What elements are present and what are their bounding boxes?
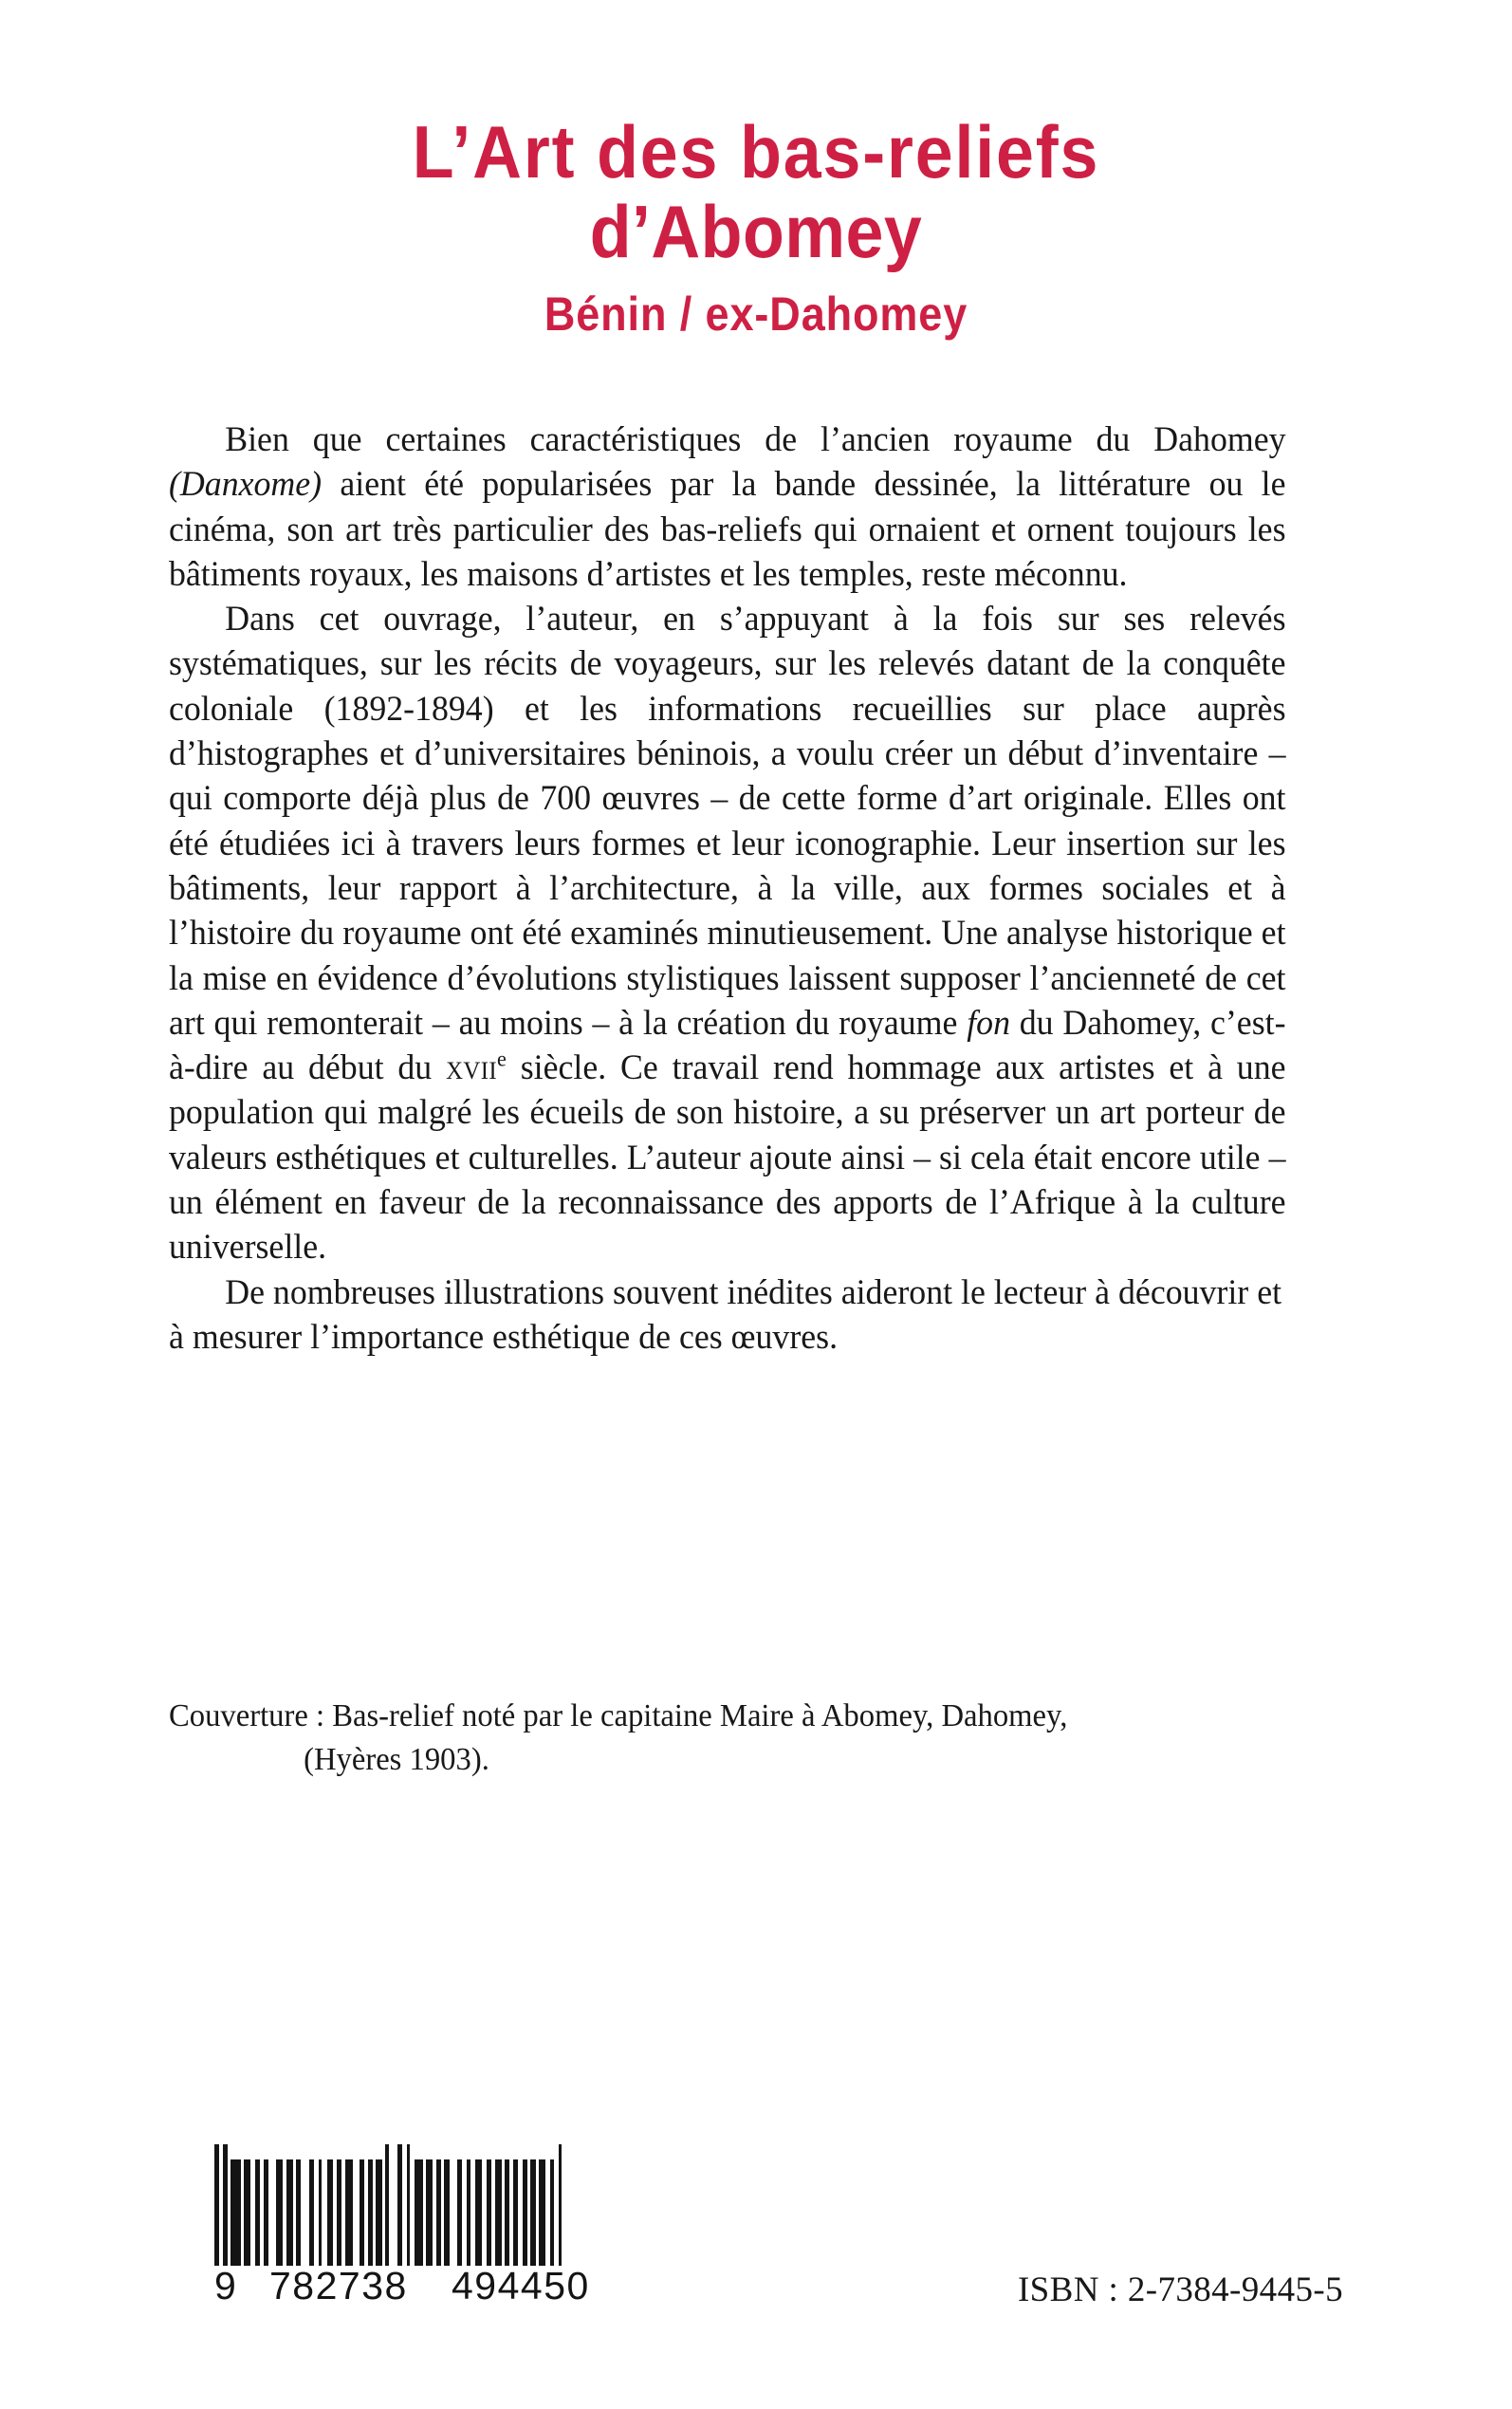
blurb-paragraph-2 xyxy=(169,597,1286,1269)
barcode-bar xyxy=(495,2159,502,2266)
barcode-bar xyxy=(450,2159,458,2266)
book-title-line-1: L’Art des bas-reliefs xyxy=(412,110,1100,194)
blurb-p2-text-a: Dans cet ouvrage, l’auteur, en s’appuyant à la fois sur ses relevés systématiques, sur les récits de voyageurs, sur les relevés datant de la conquête coloniale (1892-1894) et les informations recueillies sur place auprès d’histographes et d’universitaires béninois, a voulu créer un début d’inventaire – qui comporte déjà plus de 700 œuvres – de cette forme d’art originale. Elles ont été étudiées ici à travers leurs formes et leur iconographie. Leur insertion sur les bâtiments, leur rapport à l’architecture, à la ville, aux formes sociales et à l’histoire du royaume ont été examinés minutieusement. Une analyse historique et la mise en évidence d’évolutions stylistiques laissent supposer l’ancienneté de cet art qui remonterait – au moins – à la création du royaume xyxy=(169,600,1286,1043)
cover-credit xyxy=(169,1695,1292,1782)
blurb-p1-text-b: aient été popularisées par la bande dessinée, la littérature ou le cinéma, son art très particulier des bas-reliefs qui ornaient et ornent toujours les bâtiments royaux, les maisons d’artistes et les temples, reste méconnu. xyxy=(169,465,1286,594)
book-title xyxy=(61,110,1451,274)
blurb-p2-century-superscript: e xyxy=(497,1047,507,1072)
blurb-p1-italic-danxome: (Danxome) xyxy=(169,465,323,505)
isbn-text: ISBN : 2-7384-9445-5 xyxy=(1017,2270,1343,2309)
book-title-line-2: d’Abomey xyxy=(589,190,923,274)
barcode-bar xyxy=(286,2159,293,2266)
book-subtitle: Bénin / ex-Dahomey xyxy=(544,287,968,342)
barcode-bar xyxy=(415,2159,423,2266)
barcode-bar xyxy=(475,2159,482,2266)
cover-credit-line-1: Couverture : Bas-relief noté par le capitaine Maire à Abomey, Dahomey, xyxy=(169,1698,1068,1733)
barcode-bar xyxy=(276,2159,283,2266)
blurb-p2-century-smallcaps: xvii xyxy=(446,1048,498,1088)
barcode-bar xyxy=(562,2144,566,2266)
barcode-bar xyxy=(389,2144,397,2266)
barcode-bar xyxy=(327,2159,334,2266)
barcode-digits xyxy=(214,2264,651,2307)
title-block xyxy=(0,112,1512,341)
blurb-p1-text-a: Bien que certaines caractéristiques de l’ancien royaume du Dahomey xyxy=(225,420,1286,459)
blurb-paragraph-1 xyxy=(169,417,1286,597)
blurb-p2-italic-fon: fon xyxy=(967,1003,1010,1043)
barcode-left-group: 782738 xyxy=(269,2264,408,2307)
barcode-bar xyxy=(301,2159,309,2266)
barcode-bar xyxy=(376,2159,382,2266)
barcode-bar xyxy=(244,2159,250,2266)
blurb-paragraph-3: De nombreuses illustrations souvent inédites aideront le lecteur à découvrir et à mesurer l’importance esthétique de ces œuvres. xyxy=(169,1272,1282,1357)
back-cover-blurb xyxy=(169,417,1286,1360)
cover-credit-line-2: (Hyères 1903). xyxy=(304,1742,489,1777)
barcode-bar xyxy=(345,2159,354,2266)
barcode-bars xyxy=(214,2144,651,2266)
ean13-barcode xyxy=(214,2144,651,2307)
barcode-bar xyxy=(353,2159,360,2266)
barcode-bar xyxy=(268,2159,277,2266)
blurb-p2-text-b: du Dahomey, c’est-à-dire au début du xyxy=(169,1003,1286,1088)
barcode-right-group: 494450 xyxy=(452,2264,590,2307)
barcode-bar xyxy=(539,2159,545,2266)
barcode-lead-digit: 9 xyxy=(214,2264,238,2307)
blurb-p2-text-c: siècle. Ce travail rend hommage aux artistes et à une population qui malgré les écueils de son histoire, a su préserver un art porteur de valeurs esthétiques et culturelles. L’auteur ajoute ainsi – si cela était encore utile – un élément en faveur de la reconnaissance des apports de l’Afrique à la culture universelle. xyxy=(169,1048,1286,1268)
barcode-bar xyxy=(426,2159,433,2266)
barcode-bar xyxy=(230,2159,240,2266)
